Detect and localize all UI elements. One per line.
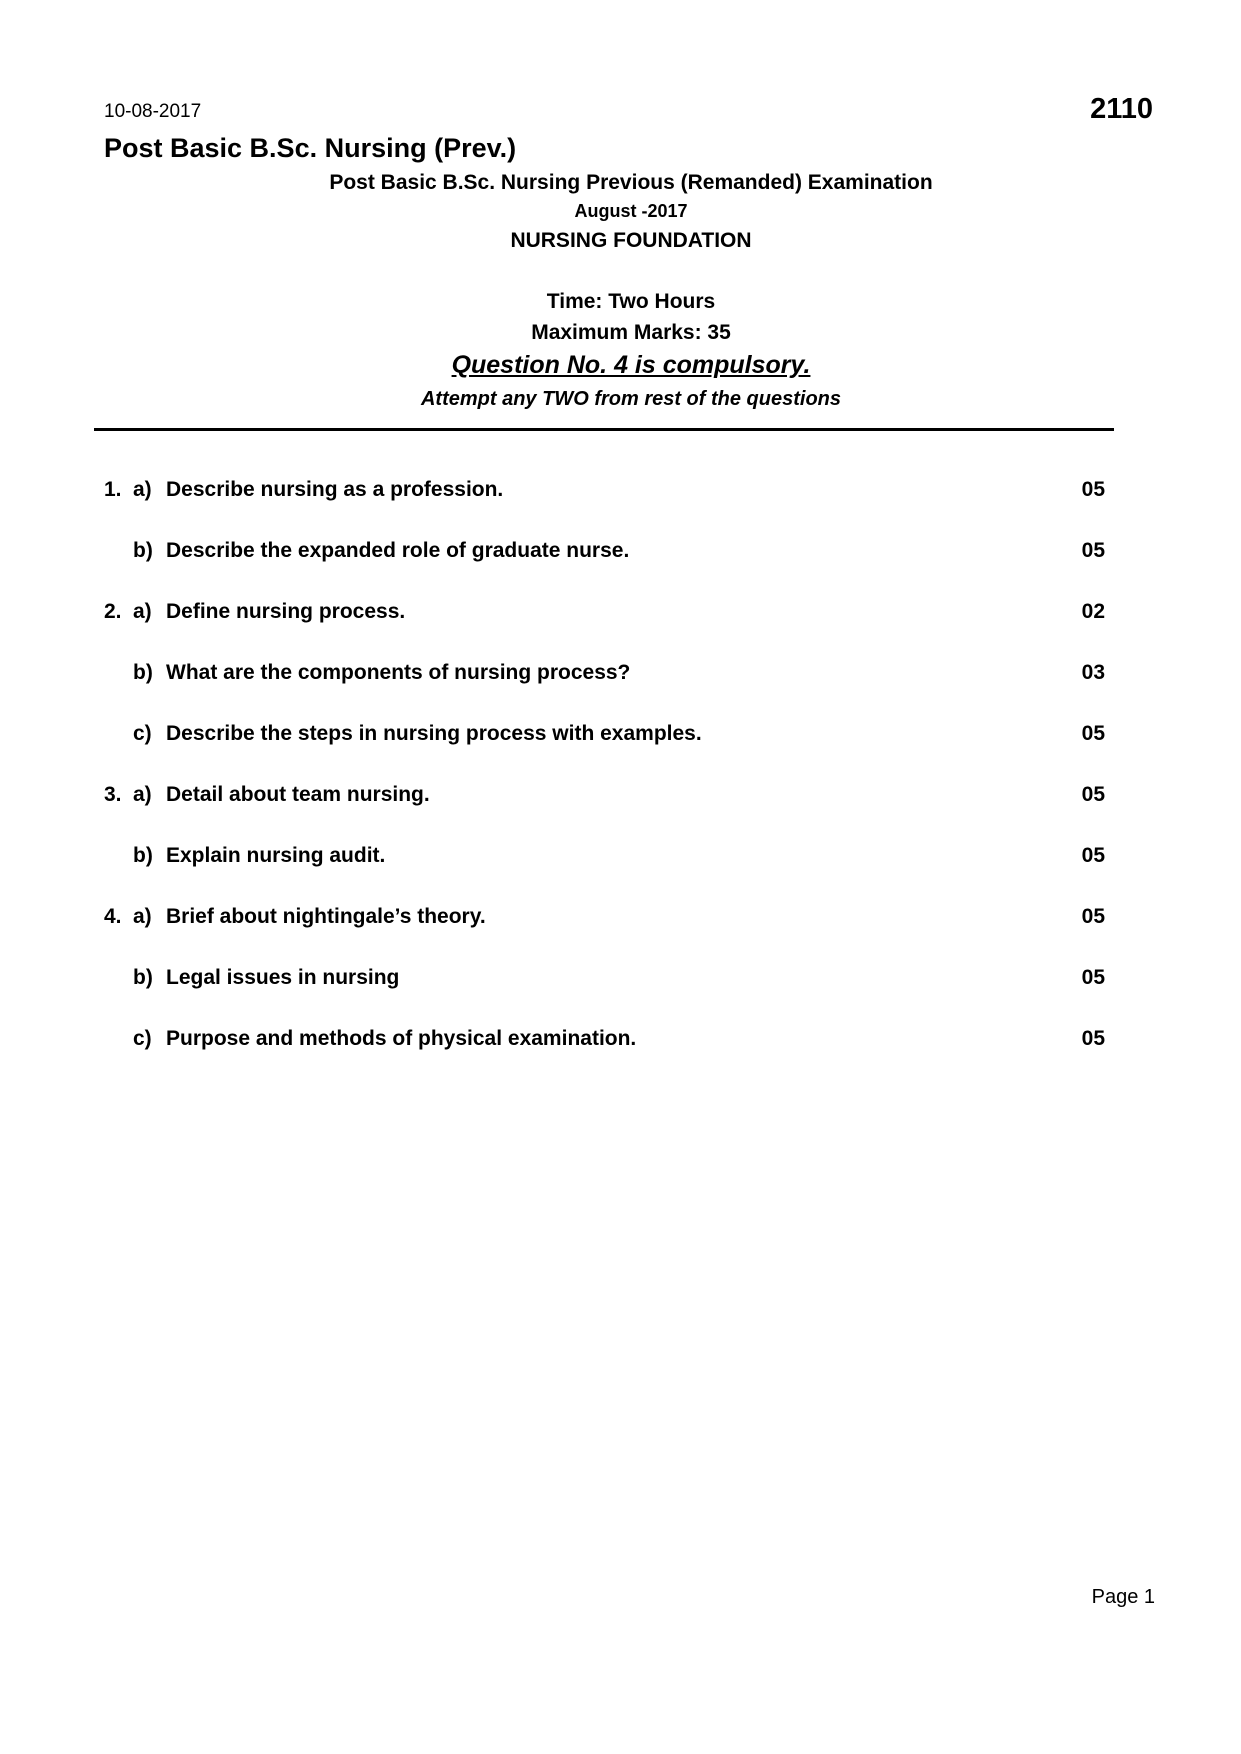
question-number: 3. <box>104 783 122 806</box>
question-row <box>0 475 1241 505</box>
question-part: c) <box>133 1027 152 1050</box>
question-row <box>0 536 1241 566</box>
exam-time: Time: Two Hours <box>546 290 716 313</box>
header-divider <box>94 428 1114 431</box>
question-row <box>0 780 1241 810</box>
question-text: Describe the steps in nursing process with examples. <box>166 722 702 745</box>
question-row <box>0 658 1241 688</box>
question-part: b) <box>133 661 153 684</box>
question-marks: 05 <box>1081 722 1105 745</box>
paper-code: 2110 <box>1090 93 1153 125</box>
subject-title: NURSING FOUNDATION <box>510 229 752 252</box>
question-marks: 03 <box>1081 661 1105 684</box>
question-marks: 05 <box>1081 905 1105 928</box>
question-part: a) <box>133 905 152 928</box>
question-row <box>0 597 1241 627</box>
question-part: c) <box>133 722 152 745</box>
question-text: Detail about team nursing. <box>166 783 430 806</box>
question-marks: 02 <box>1081 600 1105 623</box>
maximum-marks: Maximum Marks: 35 <box>531 321 731 344</box>
compulsory-note: Question No. 4 is compulsory. <box>451 351 811 379</box>
question-marks: 05 <box>1081 1027 1105 1050</box>
question-number: 4. <box>104 905 122 928</box>
page-number: Page 1 <box>1091 1586 1155 1608</box>
question-text: What are the components of nursing process? <box>166 661 631 684</box>
exam-month: August -2017 <box>574 201 688 221</box>
question-row <box>0 1024 1241 1054</box>
question-part: b) <box>133 966 153 989</box>
question-part: a) <box>133 600 152 623</box>
question-text: Brief about nightingale’s theory. <box>166 905 486 928</box>
question-marks: 05 <box>1081 478 1105 501</box>
question-text: Define nursing process. <box>166 600 406 623</box>
course-title: Post Basic B.Sc. Nursing (Prev.) <box>104 133 517 163</box>
question-text: Describe nursing as a profession. <box>166 478 504 501</box>
attempt-note: Attempt any TWO from rest of the questions <box>420 388 842 410</box>
question-text: Explain nursing audit. <box>166 844 386 867</box>
question-text: Purpose and methods of physical examination. <box>166 1027 637 1050</box>
question-number: 2. <box>104 600 122 623</box>
question-part: b) <box>133 844 153 867</box>
exam-date: 10-08-2017 <box>104 101 202 122</box>
question-part: a) <box>133 478 152 501</box>
question-text: Describe the expanded role of graduate nurse. <box>166 539 630 562</box>
question-number: 1. <box>104 478 122 501</box>
question-marks: 05 <box>1081 966 1105 989</box>
question-text: Legal issues in nursing <box>166 966 400 989</box>
question-part: b) <box>133 539 153 562</box>
question-row <box>0 841 1241 871</box>
exam-title: Post Basic B.Sc. Nursing Previous (Remanded) Examination <box>329 171 933 194</box>
question-marks: 05 <box>1081 539 1105 562</box>
question-row <box>0 963 1241 993</box>
question-marks: 05 <box>1081 844 1105 867</box>
question-row <box>0 902 1241 932</box>
question-part: a) <box>133 783 152 806</box>
question-row <box>0 719 1241 749</box>
question-marks: 05 <box>1081 783 1105 806</box>
